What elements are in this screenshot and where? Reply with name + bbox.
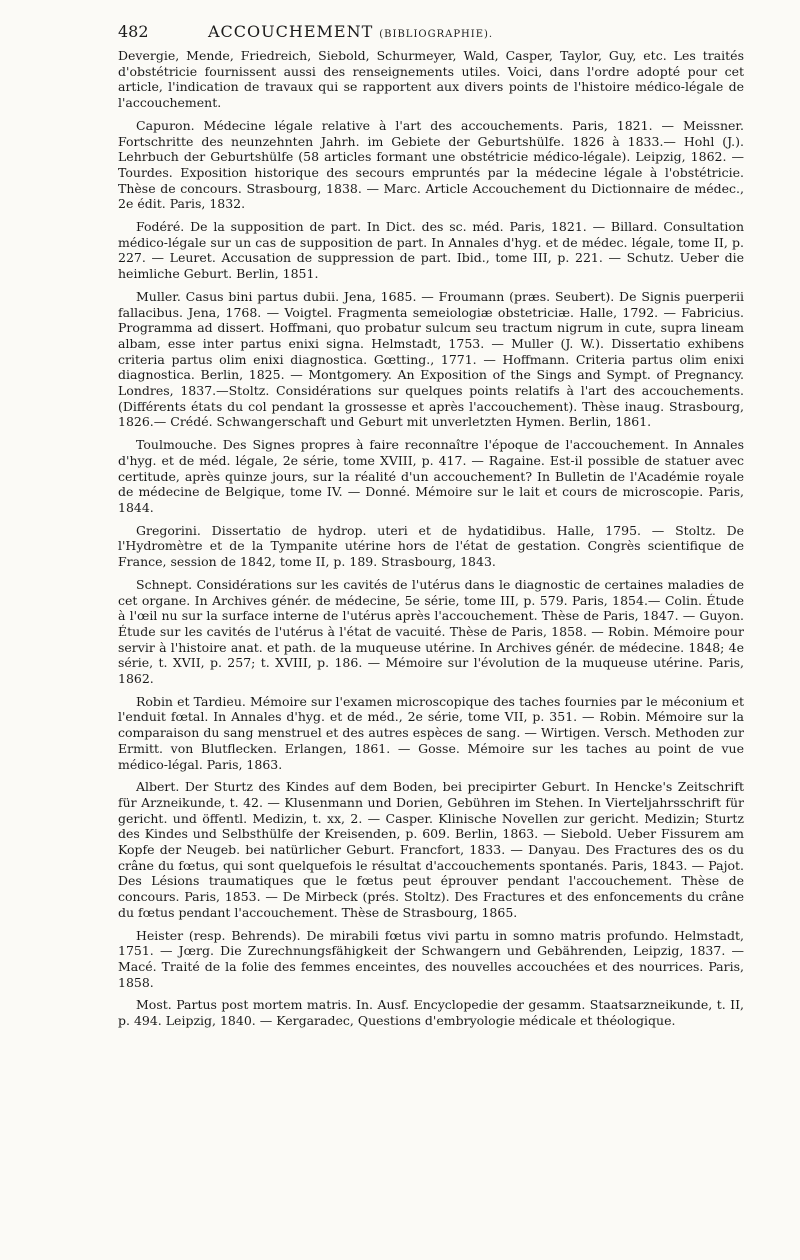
bibliography-body [118,48,744,1029]
running-subtitle: (BIBLIOGRAPHIE). [379,29,494,40]
page-number: 482 [118,22,149,41]
bibliography-entry: Most. Partus post mortem matris. In. Ausf. Encyclopedie der gesamm. Staatsarzneikunde, t. II, p. 494. Leipzig, 1840. — Kergaradec, Questions d'embryologie médicale et théologique. [118,997,744,1029]
bibliography-entry: Capuron. Médecine légale relative à l'art des accouchements. Paris, 1821. — Meissner. Fortschritte des neunzehnten Jahrh. im Gebiete der Geburtshülfe. 1826 à 1833.— Hohl (J.). Lehrbuch der Geburtshülfe (58 articles formant une obstétricie médico-légale). Leipzig, 1862. — Tourdes. Exposition historique des secours empruntés par la médecine légale à l'obstétricie. Thèse de concours. Strasbourg, 1838. — Marc. Article Accouchement du Dictionnaire de médec., 2e édit. Paris, 1832. [118,117,744,212]
bibliography-entry: Fodéré. De la supposition de part. In Dict. des sc. méd. Paris, 1821. — Billard. Consultation médico-légale sur un cas de supposition de part. In Annales d'hyg. et de médec. légale, tome II, p. 227. — Leuret. Accusation de suppression de part. Ibid., tome III, p. 221. — Schutz. Ueber die heimliche Geburt. Berlin, 1851. [118,219,744,282]
page-header [118,22,744,48]
bibliography-entry: Muller. Casus bini partus dubii. Jena, 1685. — Froumann (præs. Seubert). De Signis puerperii fallacibus. Jena, 1768. — Voigtel. Fragmenta semeiologiæ obstetriciæ. Halle, 1792. — Fabricius. Programma ad dissert. Hoffmani, quo probatur sulcum seu tractum nigrum in cute, supra lineam albam, esse inter partus enixi signa. Helmstadt, 1753. — Muller (J. W.). Dissertatio exhibens criteria partus olim enixi diagnostica. Gœtting., 1771. — Hoffmann. Criteria partus olim enixi diagnostica. Berlin, 1825. — Montgomery. An Exposition of the Sings and Sympt. of Pregnancy. Londres, 1837.—Stoltz. Considérations sur quelques points relatifs à l'art des accouchements. (Différents états du col pendant la grossesse et après l'accouchement). Thèse inaug. Strasbourg, 1826.— Crédé. Schwangerschaft und Geburt mit unverletzten Hymen. Berlin, 1861. [118,288,744,430]
bibliography-entry: Heister (resp. Behrends). De mirabili fœtus vivi partu in somno matris profundo. Helmstadt, 1751. — Jœrg. Die Zurechnungsfähigkeit der Schwangern und Gebährenden, Leipzig, 1837. — Macé. Traité de la folie des femmes enceintes, des nouvelles accouchées et des nourrices. Paris, 1858. [118,927,744,990]
bibliography-entry: Gregorini. Dissertatio de hydrop. uteri et de hydatidibus. Halle, 1795. — Stoltz. De l'Hydromètre et de la Tympanite utérine hors de l'état de gestation. Congrès scientifique de France, session de 1842, tome II, p. 189. Strasbourg, 1843. [118,522,744,570]
bibliography-entry: Robin et Tardieu. Mémoire sur l'examen microscopique des taches fournies par le méconium et l'enduit fœtal. In Annales d'hyg. et de méd., 2e série, tome VII, p. 351. — Robin. Mémoire sur la comparaison du sang menstruel et des autres espèces de sang. — Wirtigen. Versch. Methoden zur Ermitt. von Blutflecken. Erlangen, 1861. — Gosse. Mémoire sur les taches au point de vue médico-légal. Paris, 1863. [118,693,744,772]
running-title: ACCOUCHEMENT [208,22,374,41]
bibliography-entry: Toulmouche. Des Signes propres à faire reconnaître l'époque de l'accouchement. In Annales d'hyg. et de méd. légale, 2e série, tome XVIII, p. 417. — Ragaine. Est-il possible de statuer avec certitude, après quinze jours, sur la réalité d'un accouchement? In Bulletin de l'Académie royale de médecine de Belgique, tome IV. — Donné. Mémoire sur le lait et cours de microscopie. Paris, 1844. [118,437,744,515]
bibliography-entry: Albert. Der Sturtz des Kindes auf dem Boden, bei precipirter Geburt. In Hencke's Zeitschrift für Arzneikunde, t. 42. — Klusenmann und Dorien, Gebühren im Stehen. In Vierteljahrsschrift für gericht. und öffentl. Medizin, t. xx, 2. — Casper. Klinische Novellen zur gericht. Medizin; Sturtz des Kindes und Selbsthülfe der Kreisenden, p. 609. Berlin, 1863. — Siebold. Ueber Fissurem am Kopfe der Neugeb. bei natürlicher Geburt. Francfort, 1833. — Danyau. Des Fractures des os du crâne du fœtus, qui sont quelquefois le résultat d'accouchements spontanés. Paris, 1843. — Pajot. Des Lésions traumatiques que le fœtus peut éprouver pendant l'accouchement. Thèse de concours. Paris, 1853. — De Mirbeck (prés. Stoltz). Des Fractures et des enfoncements du crâne du fœtus pendant l'accouchement. Thèse de Strasbourg, 1865. [118,779,744,920]
bibliography-entry: Schnept. Considérations sur les cavités de l'utérus dans le diagnostic de certaines maladies de cet organe. In Archives génér. de médecine, 5e série, tome III, p. 579. Paris, 1854.— Colin. Étude à l'œil nu sur la surface interne de l'utérus après l'accouchement. Thèse de Paris, 1847. — Guyon. Étude sur les cavités de l'utérus à l'état de vacuité. Thèse de Paris, 1858. — Robin. Mémoire pour servir à l'histoire anat. et path. de la muqueuse utérine. In Archives génér. de médecine. 1848; 4e série, t. XVII, p. 257; t. XVIII, p. 186. — Mémoire sur l'évolution de la muqueuse utérine. Paris, 1862. [118,576,744,687]
intro-paragraph: Devergie, Mende, Friedreich, Siebold, Schurmeyer, Wald, Casper, Taylor, Guy, etc. Les traités d'obstétricie fournissent aussi des renseignements utiles. Voici, dans l'ordre adopté pour cet article, l'indication de travaux qui se rapportent aux divers points de l'histoire médico-légale de l'accouchement. [118,48,744,111]
